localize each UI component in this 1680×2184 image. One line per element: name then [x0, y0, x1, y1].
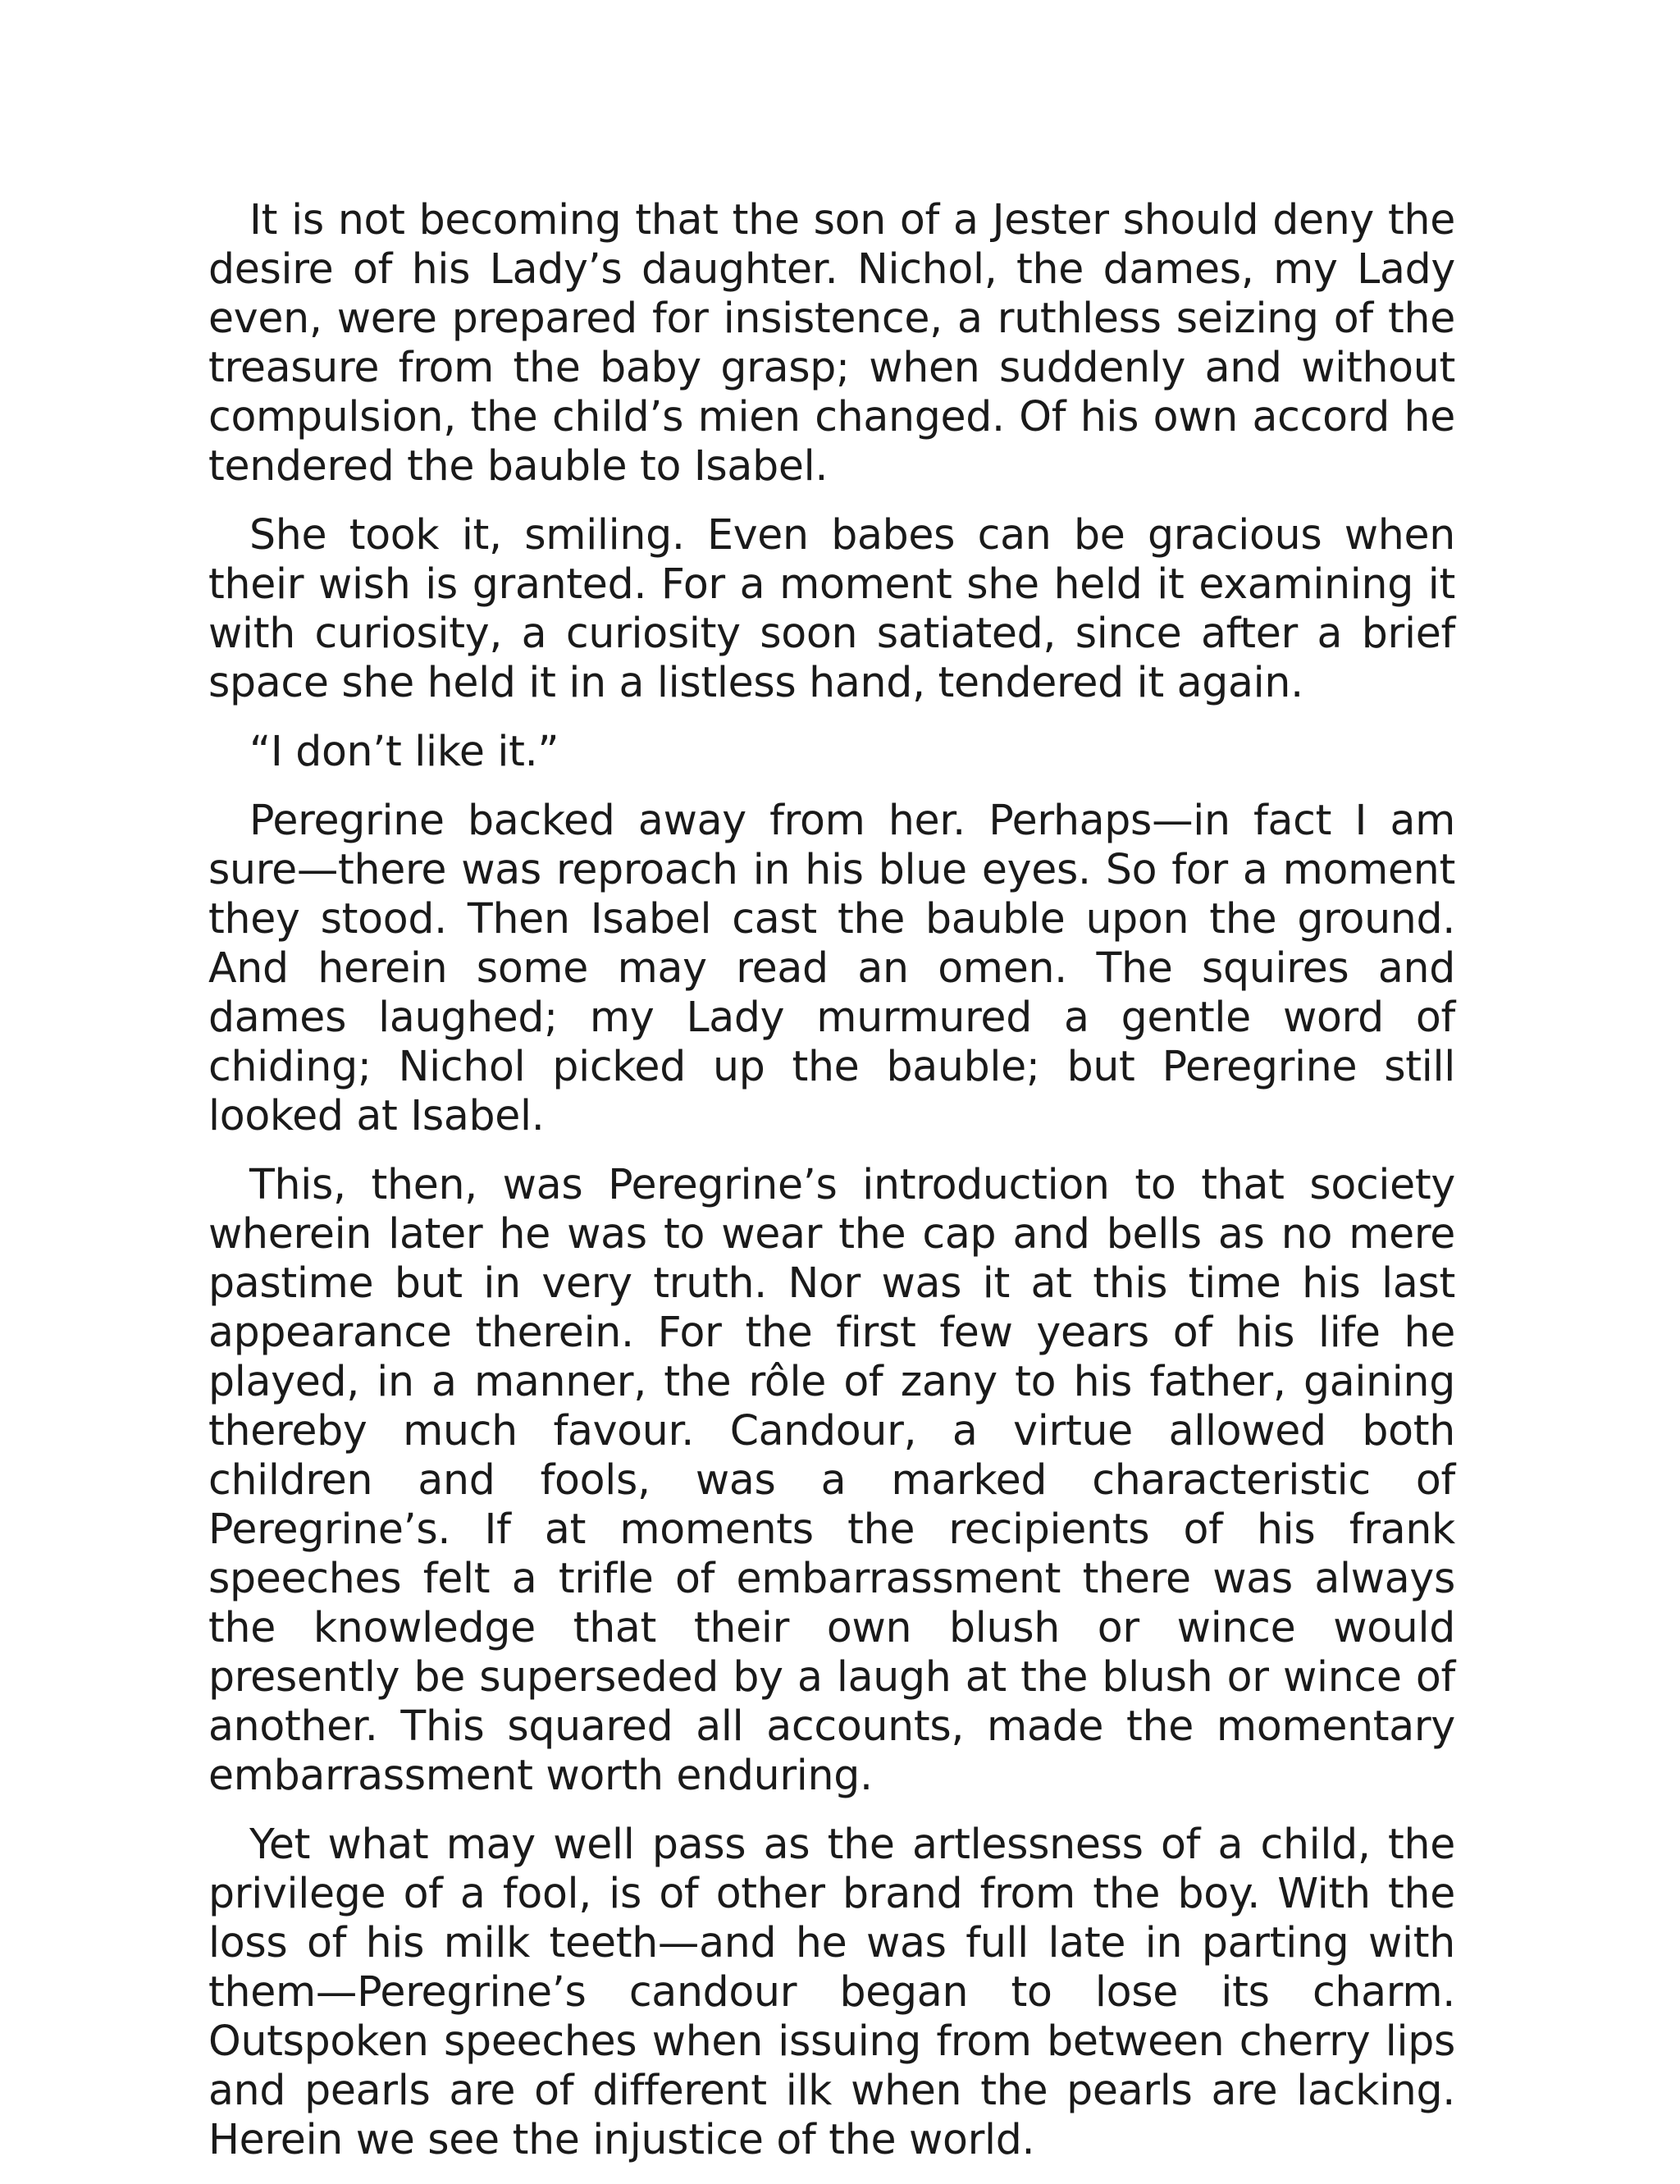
paragraph-1: It is not becoming that the son of a Jester should deny the desire of his Lady’s daughter. Nichol, the dames, my Lady even, were prepared for insistence, a ruthless seizing of the treasure from the baby grasp; when suddenly and without compulsion, the child’s mien changed. Of his own accord he tendered the bauble to Isabel.	[208, 195, 1455, 490]
page-body	[208, 195, 1455, 2184]
paragraph-4: Peregrine backed away from her. Perhaps—in fact I am sure—there was reproach in his blue eyes. So for a moment they stood. Then Isabel cast the bauble upon the ground. And herein some may read an omen. The squires and dames laughed; my Lady murmured a gentle word of chiding; Nichol picked up the bauble; but Peregrine still looked at Isabel.	[208, 796, 1455, 1140]
paragraph-5: This, then, was Peregrine’s introduction to that society wherein later he was to wear the cap and bells as no mere pastime but in very truth. Nor was it at this time his last appearance therein. For the first few years of his life he played, in a manner, the rôle of zany to his father, gaining thereby much favour. Candour, a virtue allowed both children and fools, was a marked characteristic of Peregrine’s. If at moments the recipients of his frank speeches felt a trifle of embarrassment there was always the knowledge that their own blush or wince would presently be superseded by a laugh at the blush or wince of another. This squared all accounts, made the momentary embarrassment worth enduring.	[208, 1160, 1455, 1799]
paragraph-2: She took it, smiling. Even babes can be gracious when their wish is granted. For a moment she held it examining it with curiosity, a curiosity soon satiated, since after a brief space she held it in a listless hand, tendered it again.	[208, 510, 1455, 706]
paragraph-6: Yet what may well pass as the artlessness of a child, the privilege of a fool, is of other brand from the boy. With the loss of his milk teeth—and he was full late in parting with them—Peregrine’s candour began to lose its charm. Outspoken speeches when issuing from between cherry lips and pearls are of different ilk when the pearls are lacking. Herein we see the injustice of the world.	[208, 1820, 1455, 2163]
paragraph-3: “I don’t like it.”	[249, 727, 559, 775]
